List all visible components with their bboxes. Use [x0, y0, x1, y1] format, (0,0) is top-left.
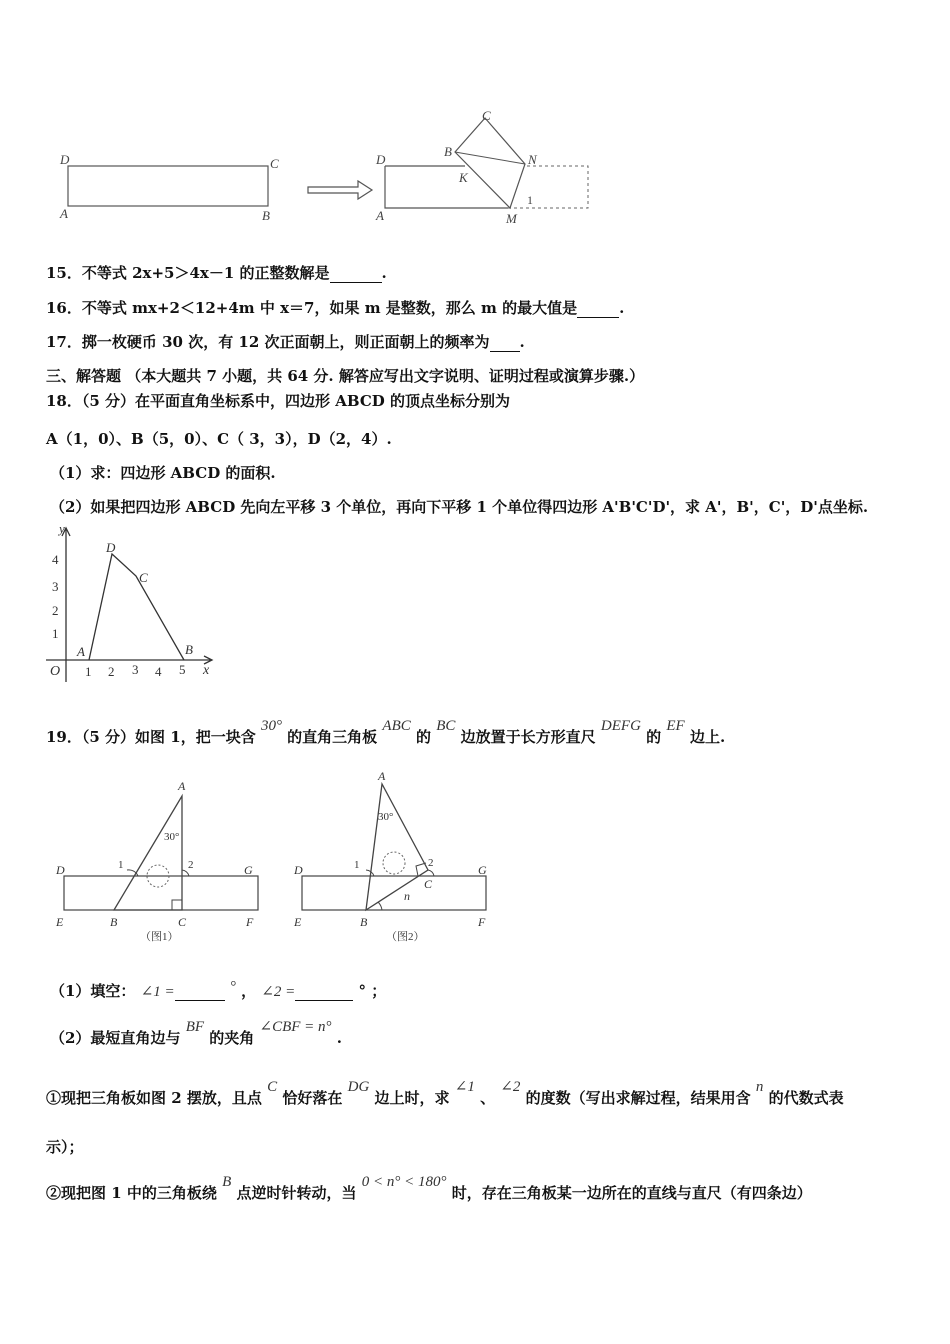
q19-c1-text-b: 恰好落在: [282, 1089, 343, 1107]
fig1-label-D: D: [56, 863, 65, 877]
rectangle-left: [59, 152, 279, 223]
label-C2: C: [482, 108, 491, 123]
label-K: K: [459, 170, 468, 185]
y-tick: 1: [52, 626, 59, 641]
x-tick: 5: [179, 662, 186, 677]
q19-bf: BF: [185, 1019, 205, 1035]
q19-point-c: C: [267, 1079, 278, 1095]
q16-end: .: [619, 299, 625, 317]
label-N: N: [528, 152, 537, 167]
q19-c2-text-b: 点逆时针转动，当: [236, 1184, 357, 1202]
label-D: D: [60, 152, 70, 167]
ruler-rect: [64, 876, 258, 910]
q19-text-f: 边上.: [689, 728, 726, 746]
quadrilateral-abcd: [89, 554, 184, 660]
y-axis-label: y: [59, 521, 65, 536]
fig2-label-D: D: [294, 863, 303, 877]
q15-end: .: [381, 264, 387, 282]
q17-blank: [490, 333, 520, 352]
q19-dg: DG: [347, 1079, 370, 1095]
label-1: 1: [527, 193, 533, 207]
q19-c2-text-a: ②现把图 1 中的三角板绕: [46, 1184, 217, 1202]
label-B2: B: [444, 144, 452, 159]
fig2-label-F: F: [478, 915, 486, 929]
q19-text-a: 19．（5 分）如图 1，把一块含: [46, 728, 256, 746]
q16-text: 16．不等式 mx+2＜12+4m 中 x＝7，如果 m 是整数，那么 m 的最大值是: [46, 299, 578, 317]
label-M: M: [506, 211, 517, 226]
x-tick: 1: [85, 664, 92, 679]
q19-c1-text-c: 边上时，求: [374, 1089, 450, 1107]
fig1-label-E: E: [56, 915, 64, 929]
y-tick: 3: [52, 579, 59, 594]
triangle-abc: [114, 796, 182, 910]
label-C: C: [270, 156, 279, 171]
q19-bc: BC: [436, 718, 456, 734]
q19-item1-cont: 示）；: [46, 1138, 84, 1156]
label-B: B: [262, 208, 270, 223]
q19-item2: [46, 1174, 812, 1203]
fig2-label-n: n: [404, 889, 410, 903]
q19-deg-2: ° ；: [358, 982, 387, 1000]
point-A: A: [77, 644, 85, 659]
q19-blank-1: [175, 982, 225, 1001]
x-tick: 3: [132, 662, 139, 677]
fig1-angle: 30°: [164, 831, 180, 843]
q18-line1: 18．（5 分）在平面直角坐标系中，四边形 ABCD 的顶点坐标分别为: [46, 392, 511, 410]
q19-defg: DEFG: [600, 718, 641, 734]
figure-1: [48, 770, 268, 945]
q15-blank: [330, 264, 382, 283]
q19-text-e: 的: [646, 728, 662, 746]
q19-c2-text-c: 时，存在三角板某一边所在的直线与直尺（有四条边）: [451, 1184, 812, 1202]
q16-blank: [577, 299, 619, 318]
fig1-label-C: C: [178, 915, 187, 929]
fig1-label-1: 1: [118, 859, 124, 871]
coordinate-graph: [40, 520, 230, 690]
q19-sep: ，: [241, 982, 257, 1000]
q19-text-b: 的直角三角板: [287, 728, 378, 746]
question-17: [46, 331, 525, 352]
q19-angle2: ∠2 =: [261, 984, 296, 1000]
q17-end: .: [519, 333, 525, 351]
q19-text-c: 的: [416, 728, 432, 746]
point-C: C: [139, 570, 148, 585]
figure-2: [290, 770, 510, 945]
label-A: A: [60, 206, 68, 221]
q17-text: 17．掷一枚硬币 30 次，有 12 次正面朝上，则正面朝上的频率为: [46, 333, 490, 351]
q19-cbf: ∠CBF = n°: [259, 1019, 332, 1035]
q19-range: 0 < n° < 180°: [361, 1174, 447, 1190]
q19-p2-end: .: [336, 1029, 342, 1047]
fig2-label-G: G: [478, 863, 487, 877]
top-figure: [40, 100, 620, 230]
question-15: [46, 262, 387, 283]
fig1-caption: （图1）: [140, 931, 179, 943]
q19-abc: ABC: [382, 718, 411, 734]
y-tick-labels: [52, 552, 59, 641]
q19-c1-text-f: 的代数式表: [768, 1089, 844, 1107]
x-tick: 2: [108, 664, 115, 679]
q19-blank-2: [295, 982, 353, 1001]
fig1-label-2: 2: [188, 859, 194, 871]
q19-angle-1: ∠1: [454, 1079, 475, 1095]
question-16: [46, 297, 624, 318]
fig2-label-B: B: [360, 915, 368, 929]
arrow-right: [308, 181, 372, 199]
fig1-label-B: B: [110, 915, 118, 929]
fig1-label-G: G: [244, 863, 253, 877]
q19-c1-text-a: ①现把三角板如图 2 摆放，且点: [46, 1089, 262, 1107]
triangle-abc-2: [366, 784, 428, 910]
label-D2: D: [376, 152, 386, 167]
fig2-label-1: 1: [354, 859, 360, 871]
q19-part2: [50, 1019, 342, 1048]
q19-angle-2: ∠2: [500, 1079, 521, 1095]
q19-angle1: ∠1 =: [140, 984, 175, 1000]
y-tick: 2: [52, 603, 59, 618]
q19-c1-text-d: 、: [480, 1089, 496, 1107]
q19-c1-text-e: 的度数（写出求解过程，结果用含: [525, 1089, 751, 1107]
fig2-caption: （图2）: [386, 931, 425, 943]
q19-angle30: 30°: [260, 718, 282, 734]
origin-label: O: [50, 664, 61, 679]
fig2-label-A: A: [378, 770, 386, 783]
q19-part1: [50, 980, 386, 1001]
q18-part1: （1）求：四边形 ABCD 的面积.: [50, 464, 276, 482]
q19-item1: [46, 1079, 844, 1108]
ruler-rect-2: [302, 876, 486, 910]
q19-ef: EF: [666, 718, 685, 734]
fig1-label-A: A: [178, 779, 186, 793]
x-axis-label: x: [203, 663, 210, 678]
folded-rectangle: [375, 108, 588, 226]
q15-text: 15．不等式 2x+5＞4x－1 的正整数解是: [46, 264, 330, 282]
point-B: B: [185, 642, 193, 657]
x-tick-labels: [85, 662, 186, 679]
fig2-label-E: E: [294, 915, 302, 929]
section-3-heading: 三、解答题 （本大题共 7 小题，共 64 分. 解答应写出文字说明、证明过程或演算步骤.）: [46, 367, 645, 385]
q19-point-b: B: [222, 1174, 232, 1190]
y-tick: 4: [52, 552, 59, 567]
q18-line2: A（1，0）、B（5，0）、C（ 3，3），D（2，4）.: [46, 430, 392, 448]
q19-line1: [46, 718, 726, 747]
q19-p2-text-b: 的夹角: [209, 1029, 255, 1047]
fig2-label-C: C: [424, 877, 433, 891]
q19-p2-text-a: （2）最短直角边与: [50, 1029, 181, 1047]
label-A2: A: [376, 208, 384, 223]
q18-part2: （2）如果把四边形 ABCD 先向左平移 3 个单位，再向下平移 1 个单位得四边形 A'B'C'D'，求 A'，B'，C'，D'点坐标.: [50, 498, 869, 516]
fig1-label-F: F: [246, 915, 254, 929]
fig2-label-2: 2: [428, 857, 434, 869]
fig2-angle: 30°: [378, 811, 394, 823]
q19-deg-1: °: [229, 979, 236, 995]
x-tick: 4: [155, 664, 162, 679]
q19-text-d: 边放置于长方形直尺: [460, 728, 596, 746]
q19-fill-label: （1）填空：: [50, 982, 136, 1000]
q19-n: n: [755, 1079, 764, 1095]
point-D: D: [106, 540, 116, 555]
